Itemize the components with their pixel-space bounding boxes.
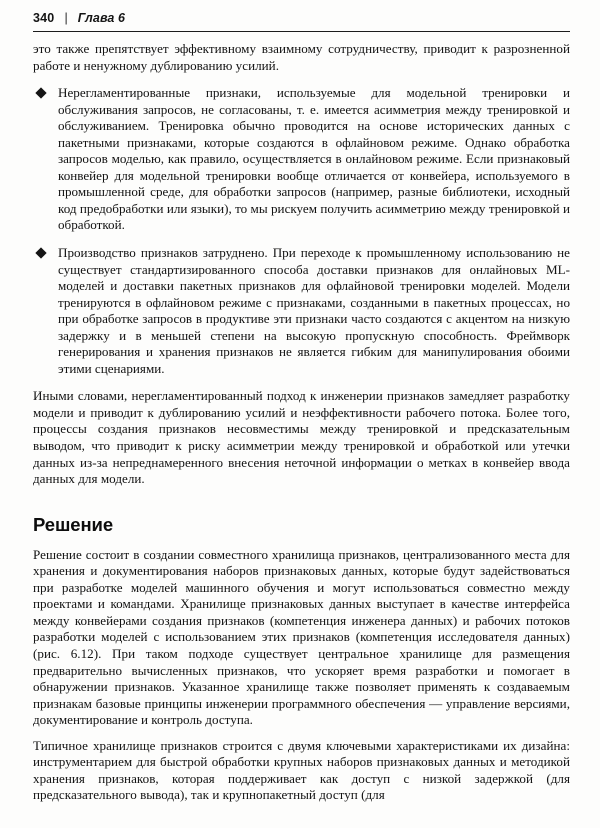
header-rule <box>33 31 570 32</box>
solution-paragraph-2: Типичное хранилище признаков строится с двумя ключевыми характеристиками их дизайна: инструментарием для быстрой обработки крупных наборов признаковых данных и методикой хранения признаков, которая поддерживает как доступ с низкой задержкой (для предсказательного вывода), так и крупнопакетный доступ (для <box>33 737 570 803</box>
summary-paragraph: Иными словами, нерегламентированный подход к инженерии признаков замедляет разработку модели и приводит к дублированию усилий и неэффективности рабочего потока. Более того, процессы создания признаков несовместимы между тренировкой и предсказательным выводом, что приводит к риску асимметрии между тренировкой и обработкой или утечки данных из-за непреднамеренного внесения неточной информации о метках в конвейер ввода данных для модели. <box>33 388 570 487</box>
diamond-bullet-icon <box>35 87 46 98</box>
diamond-bullet-icon <box>35 247 46 258</box>
chapter-label: Глава 6 <box>77 11 126 25</box>
spacer <box>33 74 570 85</box>
spacer <box>33 377 570 388</box>
spacer <box>33 729 570 738</box>
bullet-list <box>33 85 570 377</box>
header-separator: | <box>64 11 68 25</box>
solution-paragraph-1: Решение состоит в создании совместного хранилища признаков, централизованного места для хранения и документирования наборов признаковых данных, которые будут задействоваться при разработке моделей машинного обучения и могут использоваться совместно между проектами и командами. Хранилище признаковых данных выступает в качестве интерфейса между конвейерами создания признаков (компетенция инженера данных) и рабочих потоков разработки моделей с использованием этих признаков (компетенция исследователя данных) (рис. 6.12). При таком подходе существует центральное хранилище для размещения предварительно вычисленных признаков, что ускоряет время разработки и помогает в обнаружении признаков. Указанное хранилище также позволяет применять к создаваемым признакам базовые принципы инженерии программного обеспечения — управление версиями, документирование и контроль доступа. <box>33 546 570 728</box>
spacer <box>33 536 570 547</box>
text-column <box>33 41 570 804</box>
list-item <box>33 85 570 234</box>
page-number: 340 <box>33 11 55 25</box>
continued-paragraph: это также препятствует эффективному взаимному сотрудничеству, приводит к разрозненной работе и ненужному дублированию усилий. <box>33 41 570 73</box>
running-header <box>33 11 570 31</box>
section-heading: Решение <box>33 513 114 535</box>
list-item-text: Производство признаков затруднено. При переходе к промышленному использованию не существует стандартизированного способа доставки признаков для онлайновых ML-моделей и доставки пакетных признаков для офлайновой тренировки моделей. Модели тренируются в офлайновом режиме с признаками, созданными в пакетных процессах, но при обработке запросов в продуктиве эти признаки часто создаются с акцентом на низкую задержку и в меньшей степени на высокую пропускную способность. Фреймворк генерирования и хранения признаков не является гибким для манипулирования обоими этими сценариями. <box>58 245 570 376</box>
list-item-text: Нерегламентированные признаки, используемые для модельной тренировки и обслуживания запросов, не согласованы, т. е. имеется асимметрия между тренировкой и обслуживанием. Тренировка обычно проводится на основе исторических данных с пакетными признаками, которые создаются в офлайновом режиме. Однако обработка запросов моделью, как правило, осуществляется в онлайновом режиме. Если признаковый конвейер для модельной тренировки вообще отличается от конвейера, используемого в промышленной среде, для обработки запросов (например, разные библиотеки, исходный код предобработки или языки), то мы рискуем получить асимметрию между тренировкой и обработкой. <box>58 85 570 233</box>
spacer <box>33 488 570 514</box>
list-item <box>33 245 570 377</box>
